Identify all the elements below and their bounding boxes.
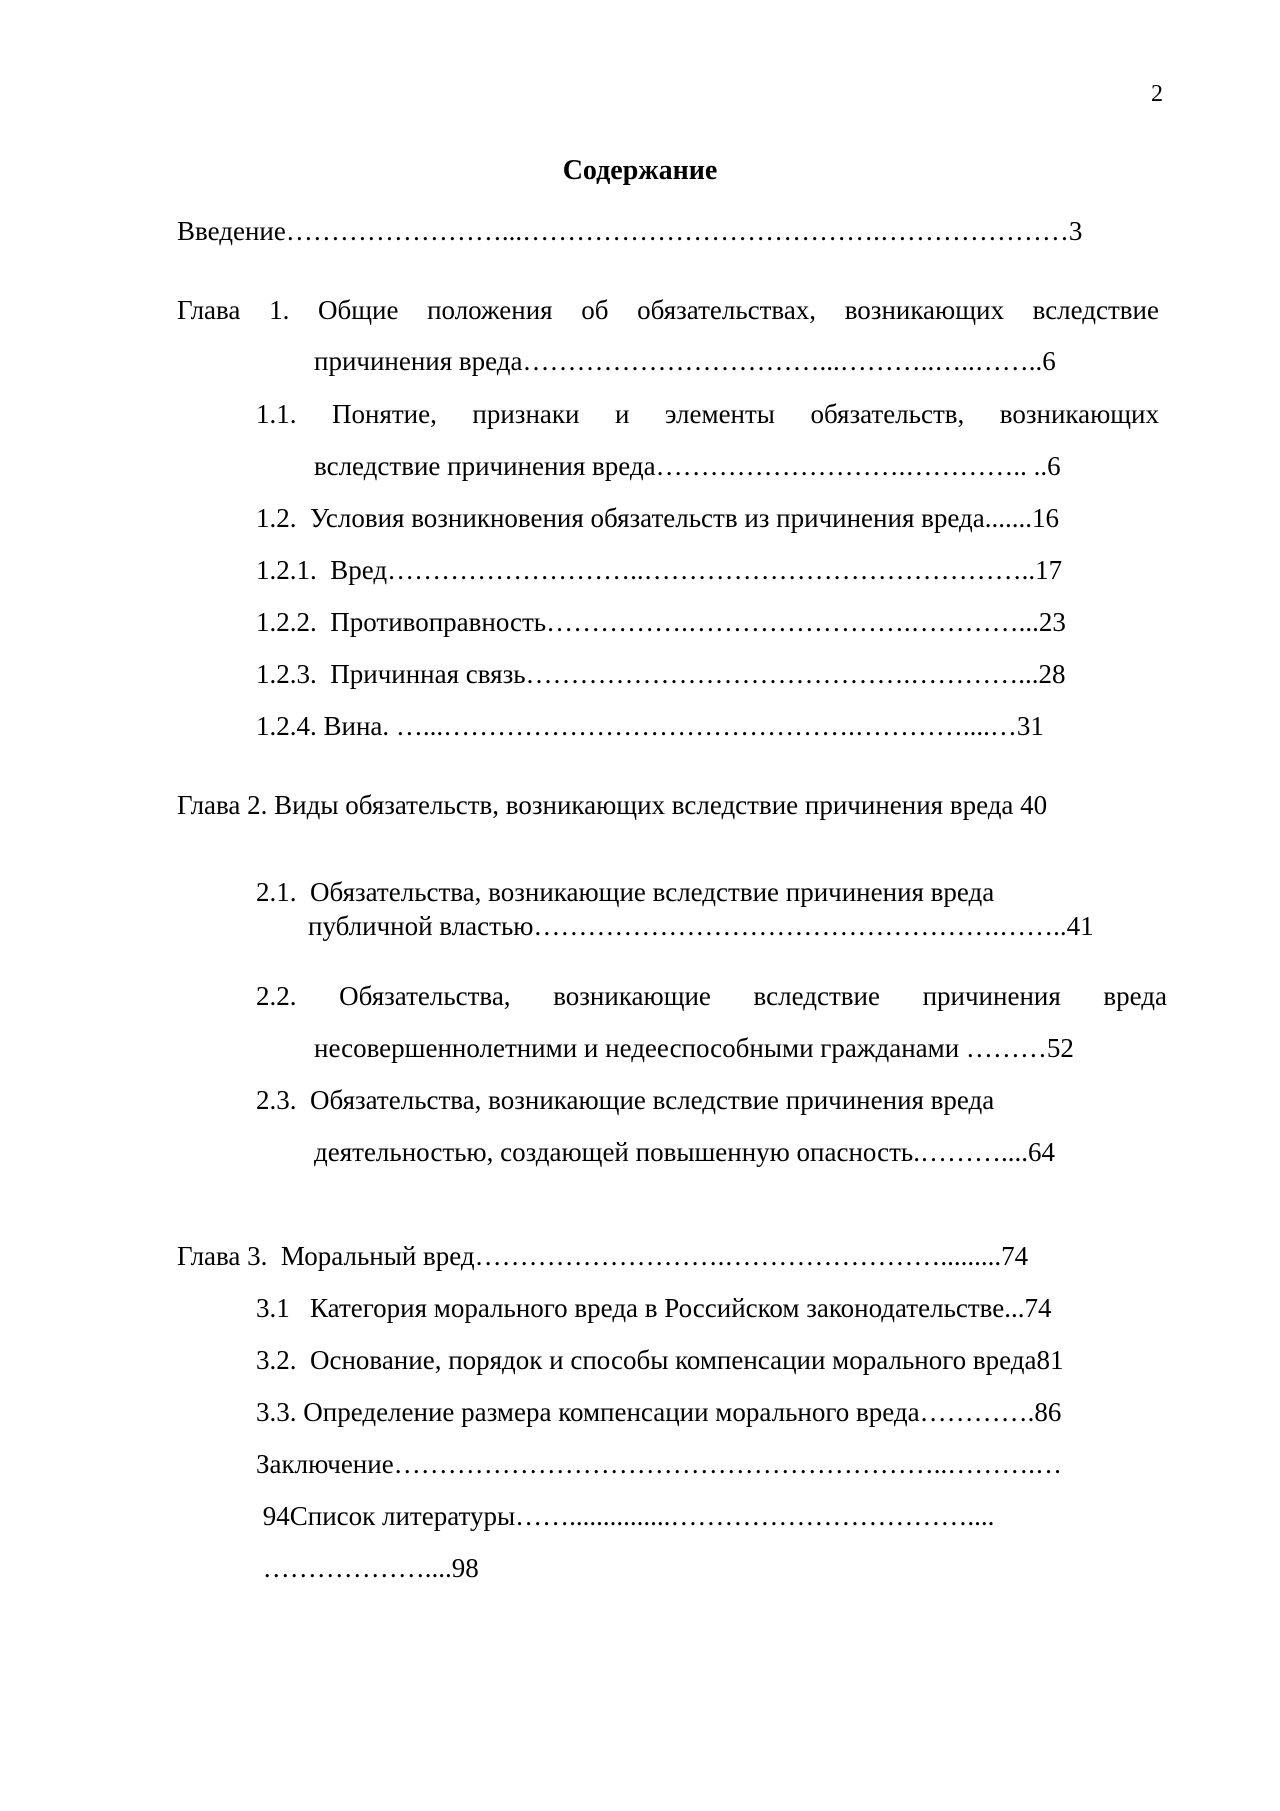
toc-entry-chapter-3: Глава 3. Моральный вред……………………….…………………….........74: [177, 1241, 1029, 1271]
toc-entry-2-3-line-1: 2.3. Обязательства, возникающие вследствие причинения вреда: [256, 1085, 995, 1115]
toc-entry-2-1-line-2: публичной властью…………………………………………….……..41: [308, 911, 1094, 941]
toc-entry-2-1-line-1: 2.1. Обязательства, возникающие вследствие причинения вреда: [256, 877, 995, 907]
toc-entry-2-3-line-2: деятельностью, создающей повышенную опасность.………....64: [314, 1137, 1055, 1167]
toc-entry-bibliography-line-2: ………………....98: [256, 1553, 479, 1583]
toc-entry-3-1: 3.1 Категория морального вреда в Российском законодательстве...74: [256, 1293, 1052, 1323]
toc-entry-intro: Введение……………………...………………………………….…………………3: [177, 216, 1083, 246]
toc-entry-1-2-3: 1.2.3. Причинная связь…………………………………….…………...28: [256, 659, 1066, 689]
page-number: 2: [1151, 81, 1163, 107]
toc-entry-2-2-line-2: несовершеннолетними и недееспособными гражданами ………52: [314, 1033, 1074, 1063]
toc-entry-chapter-1-line-2: причинения вреда……………………………...………..…..……..6: [314, 346, 1056, 376]
toc-entry-1-1-line-1: 1.1. Понятие, признаки и элементы обязательств, возникающих: [256, 399, 1159, 429]
toc-entry-1-2-1: 1.2.1. Вред………………………..……………………………………..17: [256, 555, 1063, 585]
toc-entry-conclusion: Заключение……………………………………………………..……….…: [256, 1449, 1062, 1479]
toc-entry-chapter-2: Глава 2. Виды обязательств, возникающих вследствие причинения вреда 40: [177, 790, 1048, 820]
toc-entry-1-1-line-2: вследствие причинения вреда……………………….………….. ..6: [314, 451, 1061, 481]
toc-entry-2-2-line-1: 2.2. Обязательства, возникающие вследствие причинения вреда: [256, 981, 1167, 1011]
toc-entry-chapter-1-line-1: Глава 1. Общие положения об обязательствах, возникающих вследствие: [177, 295, 1159, 325]
toc-entry-1-2-4: 1.2.4. Вина. …...……………………………………….…………....…31: [256, 711, 1044, 741]
toc-entry-1-2-2: 1.2.2. Противоправность…………….…………………….…………...23: [256, 607, 1066, 637]
toc-entry-1-2: 1.2. Условия возникновения обязательств из причинения вреда.......16: [256, 503, 1059, 533]
toc-entry-3-2: 3.2. Основание, порядок и способы компенсации морального вреда81: [256, 1345, 1064, 1375]
page-title: Содержание: [562, 155, 718, 186]
toc-entry-bibliography-line-1: 94Список литературы……...............……………………………....: [256, 1501, 995, 1531]
toc-entry-3-3: 3.3. Определение размера компенсации морального вреда………….86: [256, 1397, 1062, 1427]
